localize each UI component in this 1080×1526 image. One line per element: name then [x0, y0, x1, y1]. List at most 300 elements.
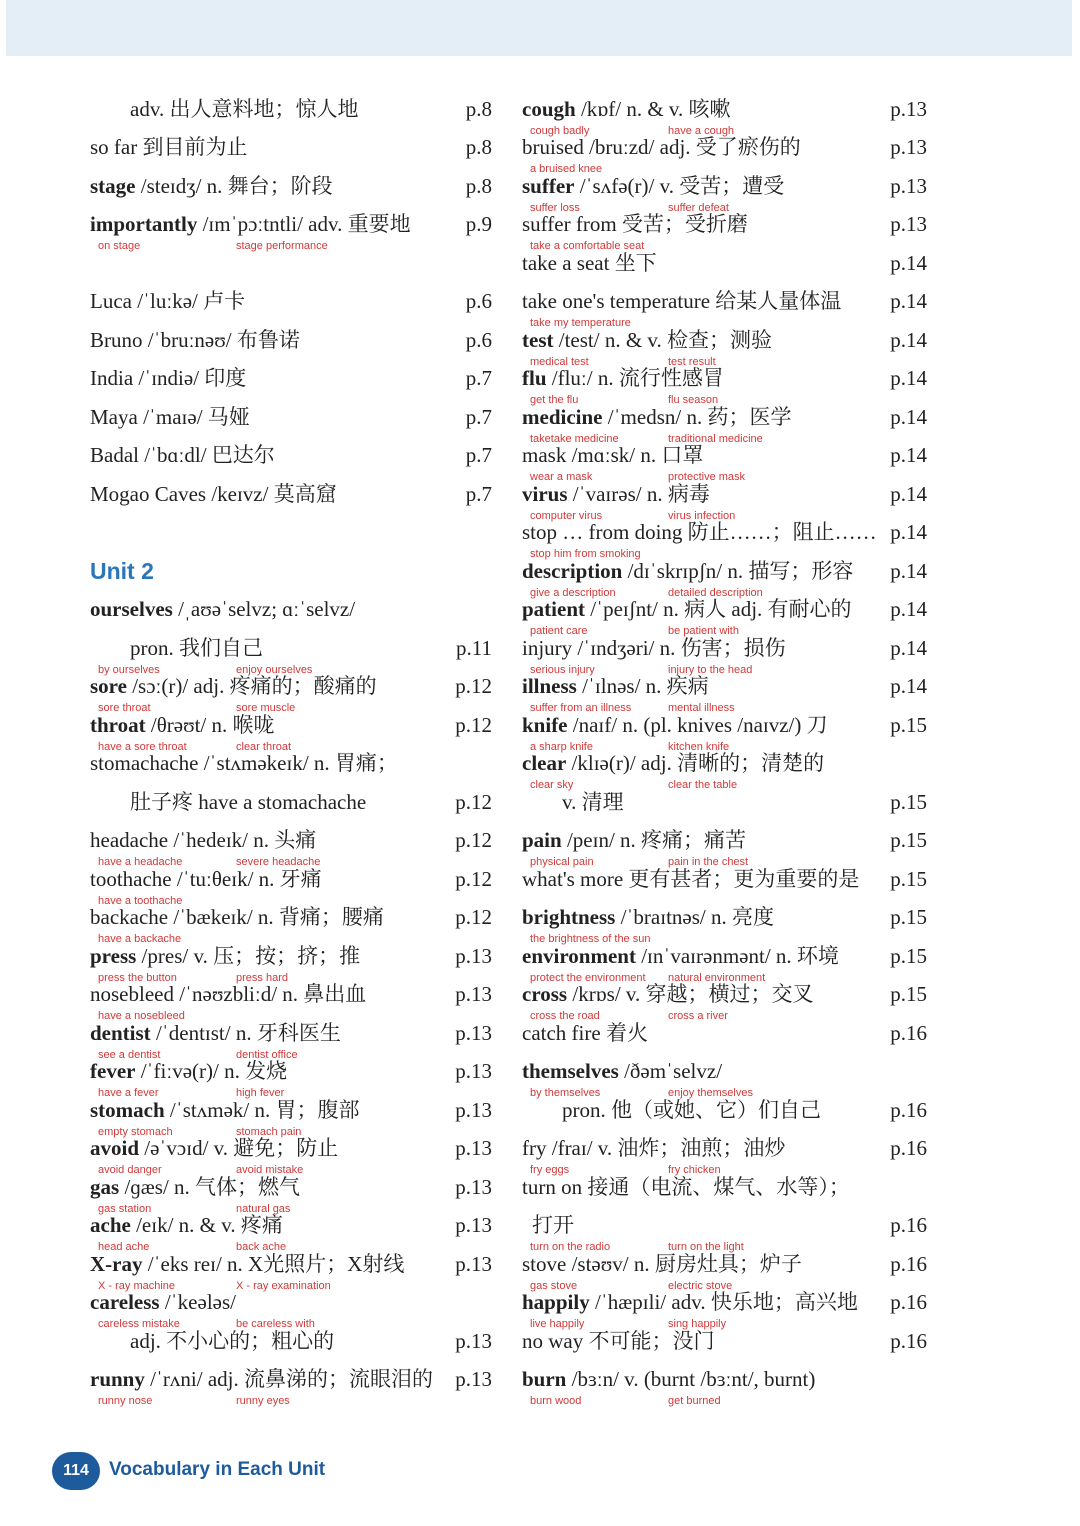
- annotation-phrase: wear a mask: [530, 471, 593, 483]
- vocab-entry: [90, 435, 492, 474]
- entry-text: sore /sɔː(r)/ adj. 疼痛的；酸痛的: [90, 674, 377, 698]
- vocab-entry: [90, 971, 492, 1013]
- vocab-entry: [90, 358, 492, 397]
- spacer: [90, 512, 492, 551]
- annotation-phrase: get burned: [668, 1395, 721, 1407]
- page-ref: p.12: [455, 674, 492, 698]
- vocab-entry: [90, 858, 492, 897]
- vocab-entry: [522, 509, 927, 551]
- annotation-phrase: back ache: [236, 1241, 287, 1253]
- page-ref: p.12: [455, 828, 492, 852]
- annotation-phrase: cross a river: [668, 1010, 728, 1022]
- vocab-entry: [90, 1359, 492, 1398]
- annotation-phrase: press the button: [98, 971, 177, 984]
- annotation-phrase: protect the environment: [530, 971, 646, 984]
- headword: description: [522, 558, 623, 583]
- page-ref: p.8: [465, 96, 492, 121]
- entry-text: careless /ˈkeələs/: [90, 1290, 236, 1314]
- vocab-entry: [522, 165, 927, 204]
- vocab-entry: [90, 1166, 492, 1205]
- headword: fever: [90, 1059, 136, 1083]
- page-ref: p.6: [465, 289, 492, 313]
- headword: dentist: [90, 1020, 151, 1045]
- entry-text: no way 不可能；没门: [522, 1328, 715, 1353]
- entry-text: gas /ɡæs/ n. 气体；燃气: [90, 1174, 301, 1199]
- annotation-phrase: electric stove: [668, 1279, 733, 1292]
- entry-text: injury /ˈɪndʒəri/ n. 伤害；损伤: [522, 635, 786, 660]
- annotation-phrase: physical pain: [530, 856, 594, 868]
- entry-text: avoid /əˈvɔɪd/ v. 避免；防止: [90, 1136, 339, 1160]
- annotation-phrase: virus infection: [668, 509, 736, 522]
- entry-text: Mogao Caves /keɪvz/ 莫高窟: [90, 481, 337, 506]
- annotation-phrase: be patient with: [668, 625, 739, 637]
- entry-text: turn on 接通（电流、煤气、水等）；: [522, 1174, 850, 1199]
- entry-text: catch fire 着火: [522, 1020, 648, 1045]
- vocab-entry: [522, 124, 927, 166]
- page-ref: p.13: [455, 943, 492, 968]
- annotation-phrase: dentist office: [236, 1048, 298, 1061]
- annotation-phrase: get the flu: [530, 394, 579, 406]
- page-ref: p.12: [455, 905, 492, 929]
- page-ref: p.13: [455, 1213, 492, 1237]
- annotation-phrase: stage performance: [236, 240, 328, 252]
- entry-text: importantly /ɪmˈpɔːtntli/ adv. 重要地: [90, 212, 411, 236]
- vocab-entry: [90, 204, 492, 243]
- page-ref: p.7: [465, 481, 492, 506]
- entry-text: Bruno /ˈbruːnəʊ/ 布鲁诺: [90, 327, 300, 352]
- entry-text: what's more 更有甚者；更为重要的是: [522, 866, 860, 891]
- vocab-entry: [90, 1089, 492, 1128]
- entry-text: adj. 不小心的；粗心的: [130, 1328, 335, 1353]
- page-ref: p.15: [890, 712, 927, 737]
- annotation-phrase: suffer defeat: [668, 201, 729, 214]
- annotation-phrase: sore muscle: [236, 702, 296, 714]
- annotation-phrase: serious injury: [530, 663, 595, 676]
- headword: ourselves: [90, 597, 173, 621]
- annotation-phrase: taketake medicine: [530, 432, 619, 445]
- page-ref: p.14: [890, 481, 927, 506]
- vocab-entry: [90, 627, 492, 666]
- page-ref: p.12: [455, 789, 492, 814]
- annotation-phrase: by themselves: [530, 1087, 601, 1099]
- vocab-entry: [90, 704, 492, 743]
- entry-text: stop … from doing 防止……；阻止……: [522, 520, 877, 544]
- unit-heading-row: [90, 550, 492, 589]
- entry-text: brightness /ˈbraɪtnəs/ n. 亮度: [522, 905, 774, 929]
- vocab-entry: [522, 740, 927, 782]
- page-ref: p.7: [465, 443, 492, 467]
- headword: cough: [522, 96, 576, 121]
- annotation-phrase: take my temperature: [530, 317, 631, 329]
- annotation-phrase: sore throat: [98, 702, 151, 714]
- page-ref: p.7: [465, 404, 492, 429]
- vocab-entry: [90, 663, 492, 705]
- entry-text: Badal /ˈbɑːdl/ 巴达尔: [90, 443, 275, 467]
- vocab-entry: [90, 242, 492, 281]
- entry-text: pain /peɪn/ n. 疼痛；痛苦: [522, 828, 747, 852]
- annotation-phrase: clear sky: [530, 779, 574, 791]
- entry-text: toothache /ˈtuːθeɪk/ n. 牙痛: [90, 866, 322, 891]
- annotation-phrase: runny eyes: [236, 1395, 290, 1407]
- annotation-phrase: cough badly: [530, 124, 590, 137]
- vocab-entry: [90, 1320, 492, 1359]
- entry-text: suffer /ˈsʌfə(r)/ v. 受苦；遭受: [522, 173, 785, 198]
- page-ref: p.7: [465, 366, 492, 390]
- vocab-entry: [522, 1359, 927, 1398]
- annotation-phrase: a bruised knee: [530, 163, 603, 175]
- page-ref: p.15: [890, 905, 927, 929]
- page-ref: p.16: [890, 1136, 927, 1160]
- vocab-entry: [90, 281, 492, 320]
- annotation-phrase: empty stomach: [98, 1125, 173, 1138]
- entry-text: Maya /ˈmaɪə/ 马娅: [90, 404, 250, 429]
- annotation-phrase: pain in the chest: [668, 856, 749, 868]
- vocab-entry: [522, 1205, 927, 1244]
- headword: throat: [90, 712, 146, 737]
- annotation-phrase: careless mistake: [98, 1318, 180, 1330]
- entry-text: adv. 出人意料地；惊人地: [130, 96, 359, 121]
- entry-text: India /ˈɪndiə/ 印度: [90, 366, 247, 390]
- headword: illness: [522, 674, 577, 698]
- annotation-phrase: have a backache: [98, 933, 182, 945]
- entry-text: cross /krɒs/ v. 穿越；横过；交叉: [522, 982, 814, 1006]
- annotation-phrase: the brightness of the sun: [530, 933, 651, 945]
- annotation-phrase: have a toothache: [98, 894, 183, 907]
- page-ref: p.14: [890, 327, 927, 352]
- vocab-entry: [522, 858, 927, 897]
- entry-text: ourselves /ˌaʊəˈselvz; ɑːˈselvz/: [90, 597, 356, 621]
- annotation-phrase: head ache: [98, 1241, 150, 1253]
- annotation-phrase: computer virus: [530, 509, 603, 522]
- annotation-phrase: severe headache: [236, 856, 321, 868]
- vocab-entry: [522, 88, 927, 127]
- top-banner: [6, 0, 1072, 56]
- headword: pain: [522, 828, 562, 852]
- page-ref: p.15: [890, 866, 927, 891]
- entry-text: burn /bɜːn/ v. (burnt /bɜːnt/, burnt): [522, 1367, 816, 1391]
- annotation-phrase: press hard: [236, 971, 288, 984]
- page-ref: p.16: [890, 1290, 927, 1314]
- vocab-entry: [90, 88, 492, 127]
- vocab-entry: [522, 704, 927, 743]
- page-ref: p.15: [890, 982, 927, 1006]
- vocab-entry: [90, 319, 492, 358]
- entry-text: runny /ˈrʌni/ adj. 流鼻涕的；流眼泪的: [90, 1367, 434, 1391]
- page-ref: p.13: [455, 1367, 492, 1391]
- entry-text: pron. 我们自己: [130, 635, 263, 660]
- handwritten-annotation: [98, 239, 492, 253]
- vocab-entry: [522, 627, 927, 666]
- entry-text: patient /ˈpeɪʃnt/ n. 病人 adj. 有耐心的: [522, 597, 852, 621]
- entry-text: themselves /ðəmˈselvz/: [522, 1059, 723, 1083]
- vocab-entry: [522, 1243, 927, 1282]
- entry-text: press /pres/ v. 压；按；挤；推: [90, 943, 361, 968]
- headword: X-ray: [90, 1251, 143, 1276]
- entry-text: throat /θrəʊt/ n. 喉咙: [90, 712, 275, 737]
- left-column: [90, 88, 492, 1436]
- page-ref: p.8: [465, 173, 492, 198]
- headword: flu: [522, 366, 547, 390]
- annotation-phrase: fry eggs: [530, 1164, 570, 1176]
- headword: importantly: [90, 212, 198, 236]
- annotation-phrase: gas stove: [530, 1279, 578, 1292]
- entry-text: fry /fraɪ/ v. 油炸；油煎；油炒: [522, 1136, 786, 1160]
- page-ref: p.15: [890, 789, 927, 814]
- headword: stomach: [90, 1097, 165, 1122]
- page-ref: p.16: [890, 1097, 927, 1122]
- page-ref: p.11: [456, 635, 492, 660]
- vocab-entry: [522, 1397, 927, 1436]
- vocab-entry: [90, 1048, 492, 1090]
- page-ref: p.16: [890, 1020, 927, 1045]
- annotation-phrase: clear the table: [668, 779, 738, 791]
- page-ref: p.14: [890, 404, 927, 429]
- page-ref: p.14: [890, 597, 927, 621]
- entry-text: knife /naɪf/ n. (pl. knives /naɪvz/) 刀: [522, 712, 828, 737]
- headword: brightness: [522, 905, 616, 929]
- entry-text: X-ray /ˈeks reɪ/ n. X光照片；X射线: [90, 1251, 405, 1276]
- page-ref: p.14: [890, 520, 927, 544]
- annotation-phrase: have a fever: [98, 1087, 159, 1099]
- vocab-entry: [90, 589, 492, 628]
- page-ref: p.13: [455, 982, 492, 1006]
- vocab-entry: [522, 201, 927, 243]
- annotation-phrase: medical test: [530, 355, 589, 368]
- annotation-phrase: natural environment: [668, 971, 766, 984]
- vocab-entry: [522, 1128, 927, 1167]
- annotation-phrase: give a description: [530, 586, 616, 599]
- page-ref: p.13: [455, 1020, 492, 1045]
- annotation-phrase: live happily: [530, 1318, 585, 1330]
- headword: gas: [90, 1174, 120, 1199]
- vocab-entry: [522, 1320, 927, 1359]
- entry-text: backache /ˈbækeɪk/ n. 背痛；腰痛: [90, 905, 384, 929]
- annotation-phrase: burn wood: [530, 1395, 582, 1407]
- vocab-entry: [522, 897, 927, 936]
- vocab-entry: [90, 396, 492, 435]
- vocab-entry: [522, 1166, 927, 1205]
- vocab-entry: [522, 781, 927, 820]
- annotation-phrase: runny nose: [98, 1395, 153, 1407]
- annotation-phrase: protective mask: [668, 471, 746, 483]
- footer-title: Vocabulary in Each Unit: [109, 1459, 326, 1480]
- headword: ache: [90, 1213, 131, 1237]
- page-ref: p.13: [890, 173, 927, 198]
- page-ref: p.13: [455, 1251, 492, 1276]
- annotation-phrase: a sharp knife: [530, 740, 593, 753]
- page-ref: p.13: [455, 1174, 492, 1199]
- annotation-phrase: turn on the radio: [530, 1241, 611, 1253]
- annotation-phrase: fry chicken: [668, 1164, 721, 1176]
- headword: suffer: [522, 173, 575, 198]
- entry-text: 肚子疼 have a stomachache: [130, 789, 367, 814]
- headword: virus: [522, 481, 568, 506]
- vocab-entry: [90, 1279, 492, 1321]
- annotation-phrase: cross the road: [530, 1010, 600, 1022]
- page-ref: p.15: [890, 828, 927, 852]
- annotation-phrase: kitchen knife: [668, 740, 730, 753]
- headword: clear: [522, 751, 567, 775]
- annotation-phrase: patient care: [530, 625, 588, 637]
- entry-text: environment /ɪnˈvaɪrənmənt/ n. 环境: [522, 943, 839, 968]
- page-ref: p.14: [890, 289, 927, 313]
- entry-text: Luca /ˈluːkə/ 卢卡: [90, 289, 246, 313]
- headword: environment: [522, 943, 636, 968]
- headword: sore: [90, 674, 127, 698]
- page-ref: p.9: [465, 212, 492, 236]
- annotation-phrase: detailed description: [668, 586, 763, 599]
- annotation-phrase: on stage: [98, 240, 141, 252]
- annotation-phrase: traditional medicine: [668, 432, 763, 445]
- entry-text: fever /ˈfiːvə(r)/ n. 发烧: [90, 1059, 288, 1083]
- annotation-phrase: high fever: [236, 1087, 285, 1099]
- vocab-entry: [522, 971, 927, 1013]
- entry-text: 打开: [532, 1213, 574, 1237]
- vocab-entry: [90, 127, 492, 166]
- entry-text: so far 到目前为止: [90, 135, 248, 159]
- vocab-entry: [522, 820, 927, 859]
- page-ref: p.15: [890, 943, 927, 968]
- vocab-entry: [522, 1051, 927, 1090]
- headword: avoid: [90, 1136, 140, 1160]
- entry-text: take a seat 坐下: [522, 250, 657, 275]
- annotation-phrase: natural gas: [236, 1202, 291, 1215]
- vocab-entry: [522, 663, 927, 705]
- entry-text: stomachache /ˈstʌməkeɪk/ n. 胃痛；: [90, 751, 398, 775]
- entry-text: cough /kɒf/ n. & v. 咳嗽: [522, 96, 731, 121]
- vocab-entry: [522, 355, 927, 397]
- annotation-phrase: enjoy ourselves: [236, 663, 313, 676]
- entry-text: take one's temperature 给某人量体温: [522, 289, 842, 313]
- entry-text: v. 清理: [562, 789, 624, 814]
- annotation-phrase: have a sore throat: [98, 740, 187, 753]
- headword: test: [522, 327, 554, 352]
- vocab-entry: [90, 1125, 492, 1167]
- headword: themselves: [522, 1059, 619, 1083]
- headword: knife: [522, 712, 568, 737]
- annotation-phrase: test result: [668, 355, 716, 368]
- entry-text: mask /mɑːsk/ n. 口罩: [522, 443, 704, 467]
- annotation-phrase: sing happily: [668, 1318, 727, 1330]
- headword: patient: [522, 597, 585, 621]
- vocab-entry: [522, 319, 927, 358]
- headword: burn: [522, 1367, 567, 1391]
- page-ref: p.14: [890, 250, 927, 275]
- annotation-phrase: injury to the head: [668, 663, 753, 676]
- vocab-entry: [522, 1279, 927, 1321]
- annotation-phrase: flu season: [668, 394, 719, 406]
- headword: stage: [90, 173, 136, 198]
- vocab-entry: [90, 820, 492, 859]
- annotation-phrase: clear throat: [236, 740, 292, 753]
- annotation-phrase: have a cough: [668, 124, 735, 137]
- annotation-phrase: X - ray machine: [98, 1279, 176, 1292]
- page-ref: p.12: [455, 866, 492, 891]
- headword: happily: [522, 1290, 590, 1314]
- vocab-entry: [522, 1012, 927, 1051]
- annotation-phrase: by ourselves: [98, 663, 160, 676]
- page-ref: p.13: [890, 212, 927, 236]
- vocab-entry: [90, 935, 492, 974]
- vocab-entry: [522, 432, 927, 474]
- entry-text: illness /ˈɪlnəs/ n. 疾病: [522, 674, 709, 698]
- handwritten-annotation: [530, 1394, 927, 1408]
- entry-text: ache /eɪk/ n. & v. 疼痛: [90, 1213, 283, 1237]
- annotation-phrase: stomach pain: [236, 1125, 302, 1138]
- page-ref: p.16: [890, 1328, 927, 1353]
- annotation-phrase: avoid danger: [98, 1164, 162, 1176]
- entry-text: virus /ˈvaɪrəs/ n. 病毒: [522, 481, 710, 506]
- page-number: 114: [52, 1452, 100, 1490]
- vocab-entry: [522, 1089, 927, 1128]
- page-ref: p.14: [890, 366, 927, 390]
- entry-text: suffer from 受苦；受折磨: [522, 212, 748, 236]
- page-ref: p.16: [890, 1251, 927, 1276]
- entry-text: dentist /ˈdentɪst/ n. 牙科医生: [90, 1020, 341, 1045]
- entry-text: stomach /ˈstʌmək/ n. 胃；腹部: [90, 1097, 360, 1122]
- annotation-phrase: mental illness: [668, 702, 735, 714]
- page-ref: p.12: [455, 712, 492, 737]
- entry-text: test /test/ n. & v. 检查；测验: [522, 327, 773, 352]
- page-ref: p.8: [465, 135, 492, 159]
- vocab-entry: [90, 1397, 492, 1436]
- annotation-phrase: avoid mistake: [236, 1164, 304, 1176]
- annotation-phrase: turn on the light: [668, 1241, 744, 1253]
- page-ref: p.14: [890, 674, 927, 698]
- headword: runny: [90, 1367, 145, 1391]
- vocab-entry: [90, 1012, 492, 1051]
- page-ref: p.16: [890, 1213, 927, 1237]
- vocab-entry: [90, 740, 492, 782]
- entry-text: flu /fluː/ n. 流行性感冒: [522, 366, 724, 390]
- entry-text: clear /klɪə(r)/ adj. 清晰的；清楚的: [522, 751, 825, 775]
- vocab-entry: [522, 586, 927, 628]
- entry-text: stage /steɪdʒ/ n. 舞台；阶段: [90, 173, 333, 198]
- page-ref: p.13: [455, 1136, 492, 1160]
- entry-text: medicine /ˈmedsn/ n. 药；医学: [522, 404, 792, 429]
- entry-text: bruised /bruːzd/ adj. 受了瘀伤的: [522, 135, 801, 159]
- headword: careless: [90, 1290, 160, 1314]
- vocab-entry: [522, 242, 927, 281]
- annotation-phrase: have a nosebleed: [98, 1010, 185, 1022]
- page-ref: p.13: [455, 1328, 492, 1353]
- annotation-phrase: have a headache: [98, 856, 183, 868]
- vocab-entry: [90, 1202, 492, 1244]
- vocab-entry: [90, 165, 492, 204]
- handwritten-annotation: [98, 1394, 492, 1408]
- page-ref: p.14: [890, 558, 927, 583]
- annotation-phrase: see a dentist: [98, 1048, 161, 1061]
- vocab-entry: [522, 473, 927, 512]
- annotation-phrase: take a comfortable seat: [530, 240, 645, 252]
- annotation-phrase: be careless with: [236, 1318, 315, 1330]
- vocab-entry: [522, 550, 927, 589]
- headword: medicine: [522, 404, 603, 429]
- page-ref: p.14: [890, 443, 927, 467]
- page-ref: p.14: [890, 635, 927, 660]
- page-ref: p.13: [890, 96, 927, 121]
- annotation-phrase: suffer from an illness: [530, 702, 632, 714]
- vocab-entry: [522, 935, 927, 974]
- page-ref: p.13: [455, 1059, 492, 1083]
- entry-text: headache /ˈhedeɪk/ n. 头痛: [90, 828, 317, 852]
- vocab-entry: [522, 396, 927, 435]
- vocab-entry: [90, 473, 492, 512]
- headword: cross: [522, 982, 568, 1006]
- annotation-phrase: gas station: [98, 1202, 152, 1215]
- headword: press: [90, 943, 137, 968]
- unit-heading: Unit 2: [90, 557, 154, 584]
